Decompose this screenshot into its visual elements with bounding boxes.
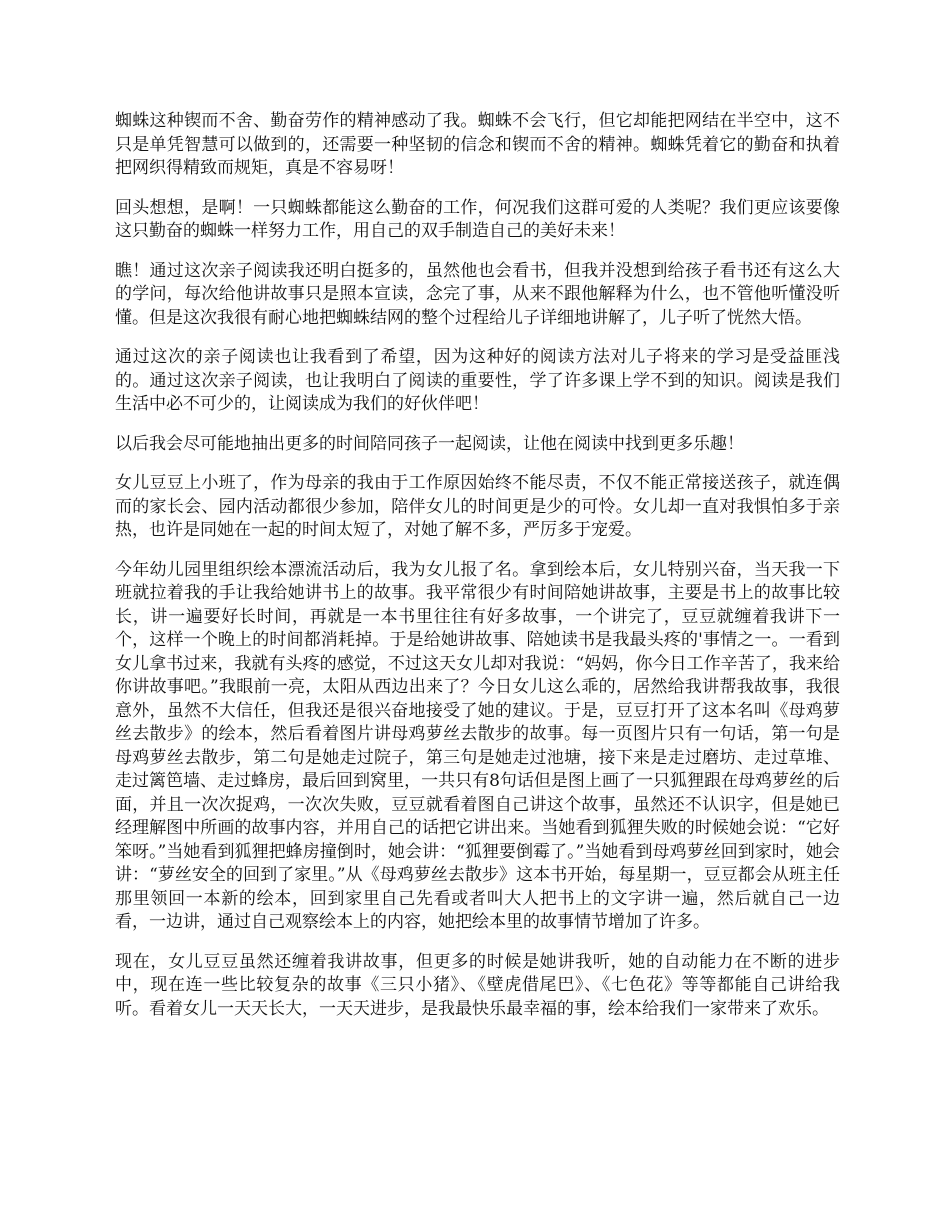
paragraph-5: 以后我会尽可能地抽出更多的时间陪同孩子一起阅读，让他在阅读中找到更多乐趣！ xyxy=(115,433,744,454)
paragraph-1: 蜘蛛这种锲而不舍、勤奋劳作的精神感动了我。蜘蛛不会飞行，但它却能把网结在半空中，这不只是单凭智慧可以做到的，还需要一种坚韧的信念和锲而不舍的精神。蜘蛛凭着它的勤奋和执着把网织得精致而规矩，真是不容易呀！ xyxy=(115,111,840,178)
document-body xyxy=(115,110,840,1037)
paragraph-8: 现在，女儿豆豆虽然还缠着我讲故事，但更多的时候是她讲我听，她的自动能力在不断的进步中，现在连一些比较复杂的故事《三只小猪》、《壁虎借尾巴》、《七色花》等等都能自己讲给我听。看着女儿一天天长大，一天天进步，是我最快乐最幸福的事，绘本给我们一家带来了欢乐。 xyxy=(115,951,840,1019)
paragraph-6: 女儿豆豆上小班了，作为母亲的我由于工作原因始终不能尽责，不仅不能正常接送孩子，就连偶而的家长会、园内活动都很少参加，陪伴女儿的时间更是少的可怜。女儿却一直对我惧怕多于亲热，也许是同她在一起的时间太短了，对她了解不多，严厉多于宠爱。 xyxy=(115,473,840,540)
paragraph-7: 今年幼儿园里组织绘本漂流活动后，我为女儿报了名。拿到绘本后，女儿特别兴奋，当天我一下班就拉着我的手让我给她讲书上的故事。我平常很少有时间陪她讲故事，主要是书上的故事比较长，讲一遍要好长时间，再就是一本书里往往有好多故事，一个讲完了，豆豆就缠着我讲下一个，这样一个晚上的时间都消耗掉。于是给她讲故事、陪她读书是我最头疼的'事情之一。一看到女儿拿书过来，我就有头疼的感觉，不过这天女儿却对我说：“妈妈，你今日工作辛苦了，我来给你讲故事吧。”我眼前一亮，太阳从西边出来了？今日女儿这么乖的，居然给我讲帮我故事，我很意外，虽然不大信任，但我还是很兴奋地接受了她的建议。于是，豆豆打开了这本名叫《母鸡萝丝去散步》的绘本，然后看着图片讲母鸡萝丝去散步的故事。每一页图片只有一句话，第一句是母鸡萝丝去散步，第二句是她走过院子，第三句是她走过池塘，接下来是走过磨坊、走过草堆、走过篱笆墙、走过蜂房，最后回到窝里，一共只有8句话但是图上画了一只狐狸跟在母鸡萝丝的后面，并且一次次捉鸡，一次次失败，豆豆就看着图自己讲这个故事，虽然还不认识字，但是她已经理解图中所画的故事内容，并用自己的话把它讲出来。当她看到狐狸失败的时候她会说：“它好笨呀。”当她看到狐狸把蜂房撞倒时，她会讲：“狐狸要倒霉了。”当她看到母鸡萝丝回到家时，她会讲：“萝丝安全的回到了家里。”从《母鸡萝丝去散步》这本书开始，每星期一，豆豆都会从班主任那里领回一本新的绘本，回到家里自己先看或者叫大人把书上的文字讲一遍，然后就自己一边看，一边讲，通过自己观察绘本上的内容，她把绘本里的故事情节增加了许多。 xyxy=(115,559,840,932)
paragraph-3: 瞧！通过这次亲子阅读我还明白挺多的，虽然他也会看书，但我并没想到给孩子看书还有这么大的学问，每次给他讲故事只是照本宣读，念完了事，从来不跟他解释为什么，也不管他听懂没听懂。但是这次我很有耐心地把蜘蛛结网的整个过程给儿子详细地讲解了，儿子听了恍然大悟。 xyxy=(115,260,840,328)
paragraph-4: 通过这次的亲子阅读也让我看到了希望，因为这种好的阅读方法对儿子将来的学习是受益匪浅的。通过这次亲子阅读，也让我明白了阅读的重要性，学了许多课上学不到的知识。阅读是我们生活中必不可少的，让阅读成为我们的好伙伴吧！ xyxy=(115,347,840,414)
paragraph-2: 回头想想，是啊！一只蜘蛛都能这么勤奋的工作，何况我们这群可爱的人类呢？我们更应该要像这只勤奋的蜘蛛一样努力工作，用自己的双手制造自己的美好未来！ xyxy=(115,197,840,241)
